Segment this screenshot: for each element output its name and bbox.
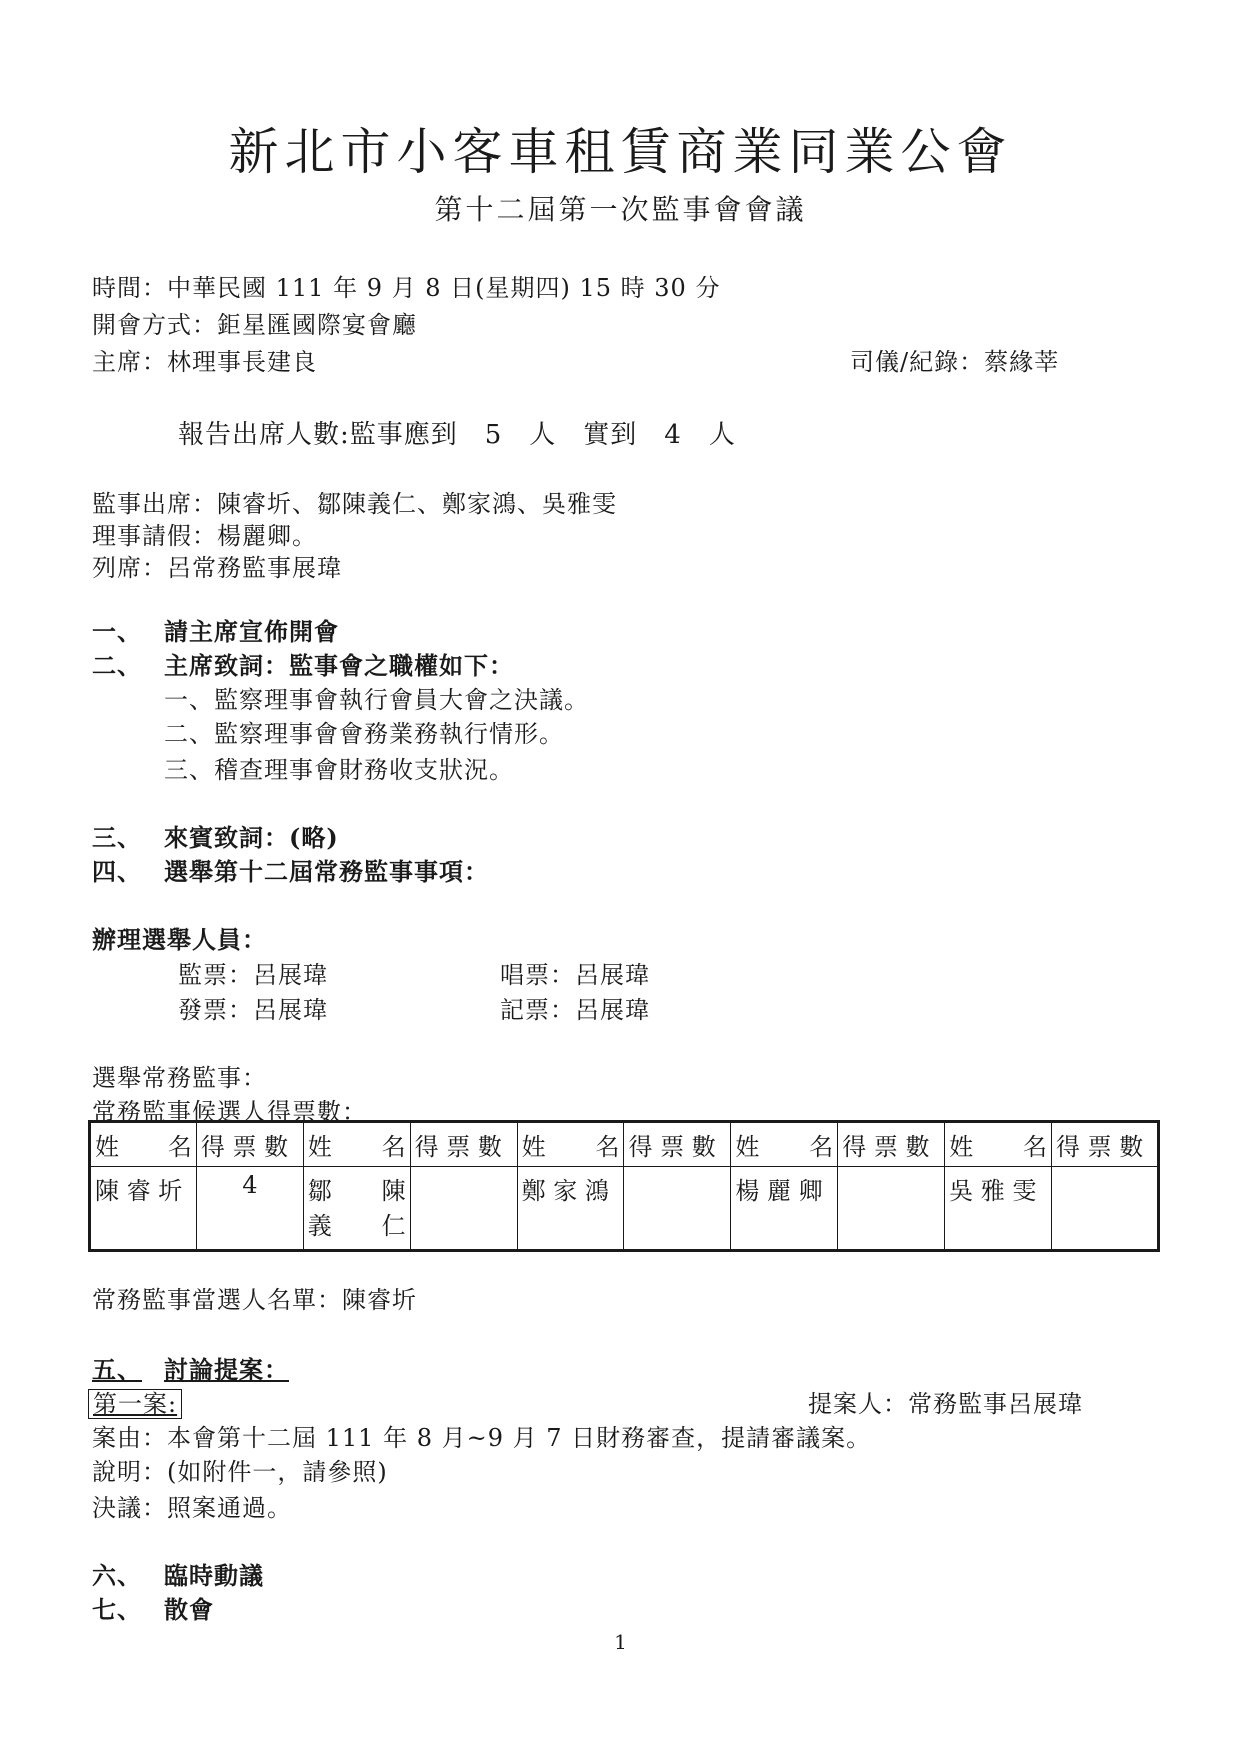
header-votes: 得 票 數 <box>838 1122 945 1167</box>
section-3-number: 三、 <box>92 823 142 852</box>
section-2 <box>92 646 514 681</box>
election-issuer: 發票：呂展瑋 <box>178 996 328 1024</box>
election-monitor: 監票：呂展瑋 <box>178 961 328 989</box>
candidate-name: 陳 睿 圻 <box>90 1167 197 1251</box>
proposal-explanation: 說明：(如附件一，請參照) <box>92 1458 388 1486</box>
section-3 <box>92 818 339 853</box>
document-title: 新北市小客車租賃商業同業公會 <box>228 123 1013 181</box>
section-7 <box>92 1590 214 1625</box>
header-name: 姓 名 <box>731 1122 838 1167</box>
header-name: 姓 名 <box>303 1122 410 1167</box>
section-1-text: 請主席宣佈開會 <box>164 617 339 646</box>
meeting-location: 開會方式：鉅星匯國際宴會廳 <box>92 311 417 339</box>
candidate-votes <box>838 1167 945 1251</box>
election-caller: 唱票：呂展瑋 <box>500 961 650 989</box>
header-votes: 得 票 數 <box>196 1122 303 1167</box>
candidate-name: 吳 雅 雯 <box>945 1167 1052 1251</box>
attendance-report: 報告出席人數:監事應到 5 人 實到 4 人 <box>178 420 736 450</box>
table-row <box>90 1167 1159 1251</box>
election-staff-label: 辦理選舉人員： <box>92 925 267 954</box>
candidate-votes <box>624 1167 731 1251</box>
header-name: 姓 名 <box>945 1122 1052 1167</box>
header-name: 姓 名 <box>517 1122 624 1167</box>
proposal-case-label: 第一案: <box>88 1384 182 1419</box>
elected-list: 常務監事當選人名單：陳睿圻 <box>92 1286 417 1314</box>
duty-item: 一、監察理事會執行會員大會之決議。 <box>164 686 589 714</box>
section-5-text: 討論提案： <box>164 1355 289 1384</box>
section-3-text: 來賓致詞：(略) <box>164 823 339 852</box>
header-votes: 得 票 數 <box>624 1122 731 1167</box>
attendance-observer: 列席：呂常務監事展瑋 <box>92 554 342 582</box>
candidate-name: 楊 麗 卿 <box>731 1167 838 1251</box>
proposal-resolution: 決議：照案通過。 <box>92 1494 292 1522</box>
section-4-number: 四、 <box>92 857 142 886</box>
section-5 <box>92 1350 289 1385</box>
meeting-chair: 主席：林理事長建良 <box>92 348 317 376</box>
attendance-present: 監事出席：陳睿圻、鄒陳義仁、鄭家鴻、吳雅雯 <box>92 490 617 518</box>
meeting-time: 時間：中華民國 111 年 9 月 8 日(星期四) 15 時 30 分 <box>92 274 721 302</box>
meeting-recorder: 司儀/紀錄：蔡緣莘 <box>850 348 1060 376</box>
section-6-number: 六、 <box>92 1561 142 1590</box>
header-votes: 得 票 數 <box>1052 1122 1159 1167</box>
section-4 <box>92 852 489 887</box>
duty-item: 三、稽查理事會財務收支狀況。 <box>164 756 514 784</box>
proposal-proposer: 提案人：常務監事呂展瑋 <box>808 1390 1083 1418</box>
table-header-row <box>90 1122 1159 1167</box>
page-number: 1 <box>614 1630 627 1654</box>
header-votes: 得 票 數 <box>410 1122 517 1167</box>
votes-table <box>88 1120 1160 1252</box>
section-7-number: 七、 <box>92 1595 142 1624</box>
section-2-number: 二、 <box>92 651 142 680</box>
section-5-number: 五、 <box>92 1355 142 1384</box>
header-name: 姓 名 <box>90 1122 197 1167</box>
election-label: 選舉常務監事： <box>92 1064 267 1092</box>
votes-label: 常務監事候選人得票數： <box>92 1098 367 1126</box>
election-recorder: 記票：呂展瑋 <box>500 996 650 1024</box>
section-7-text: 散會 <box>164 1595 214 1624</box>
section-2-text: 主席致詞：監事會之職權如下： <box>164 651 514 680</box>
candidate-votes <box>410 1167 517 1251</box>
section-6 <box>92 1556 264 1591</box>
proposal-reason: 案由：本會第十二屆 111 年 8 月~9 月 7 日財務審查，提請審議案。 <box>92 1424 872 1452</box>
duty-item: 二、監察理事會會務業務執行情形。 <box>164 720 564 748</box>
document-subtitle: 第十二屆第一次監事會會議 <box>434 193 807 226</box>
section-4-text: 選舉第十二屆常務監事事項： <box>164 857 489 886</box>
candidate-votes: 4 <box>196 1167 303 1251</box>
section-1 <box>92 612 339 647</box>
candidate-name: 鄭 家 鴻 <box>517 1167 624 1251</box>
section-6-text: 臨時動議 <box>164 1561 264 1590</box>
attendance-leave: 理事請假：楊麗卿。 <box>92 522 317 550</box>
candidate-name: 鄒 陳 義 仁 <box>303 1167 410 1251</box>
section-1-number: 一、 <box>92 617 142 646</box>
candidate-votes <box>1052 1167 1159 1251</box>
